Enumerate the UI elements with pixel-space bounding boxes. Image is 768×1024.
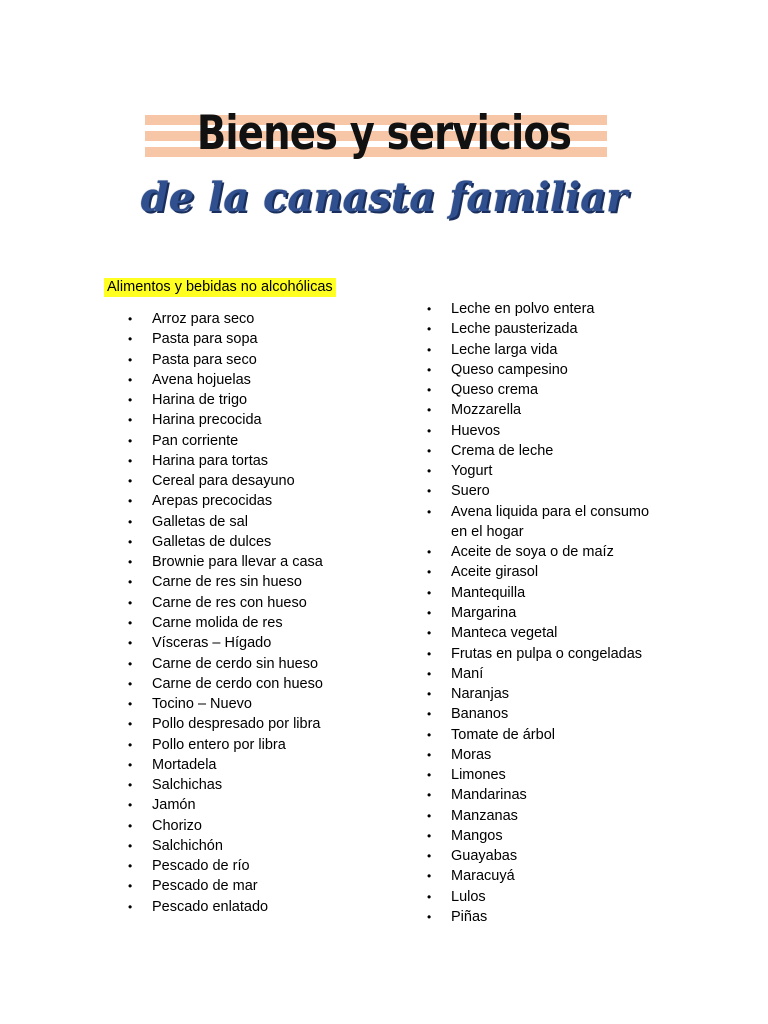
list-item — [427, 846, 666, 866]
bullet-icon: • — [128, 413, 133, 428]
bullet-icon: • — [427, 889, 432, 904]
list-item-label: Manteca vegetal — [451, 625, 558, 642]
list-item-label: Guayabas — [451, 848, 518, 865]
bullet-icon: • — [128, 575, 133, 590]
list-item-label: Harina de trigo — [152, 392, 248, 409]
bullet-icon: • — [128, 879, 133, 894]
list-item-label: Limones — [451, 767, 506, 784]
list-item — [128, 370, 323, 390]
list-item — [427, 380, 666, 400]
list-item-label: Yogurt — [451, 463, 493, 480]
list-item — [128, 856, 323, 876]
bullet-icon: • — [128, 494, 133, 509]
list-item — [128, 816, 323, 836]
section-heading: Alimentos y bebidas no alcohólicas — [104, 278, 336, 297]
list-item — [128, 755, 323, 775]
list-item — [128, 593, 323, 613]
bullet-icon: • — [427, 646, 432, 661]
list-item-label: Leche larga vida — [451, 341, 558, 358]
list-item-label: Mangos — [451, 827, 503, 844]
list-item — [427, 704, 666, 724]
list-item — [128, 491, 323, 511]
list-item-label: Vísceras – Hígado — [152, 635, 272, 652]
bullet-icon: • — [427, 322, 432, 337]
page-subtitle: de la canasta familiar — [140, 174, 628, 221]
list-item-label: Mantequilla — [451, 584, 526, 601]
bullet-icon: • — [427, 727, 432, 742]
list-item-label: Leche pausterizada — [451, 321, 578, 338]
list-item — [128, 431, 323, 451]
list-item-label: Bananos — [451, 706, 509, 723]
list-item-label: Pollo despresado por libra — [152, 716, 321, 733]
list-item — [128, 471, 323, 491]
list-item — [427, 725, 666, 745]
bullet-icon: • — [128, 312, 133, 326]
list-item — [128, 897, 323, 917]
list-item — [427, 644, 666, 664]
bullet-icon: • — [427, 403, 432, 418]
bullet-icon: • — [427, 626, 432, 641]
bullet-icon: • — [128, 717, 133, 732]
bullet-icon: • — [128, 676, 133, 691]
list-item — [427, 461, 666, 481]
list-item-label: Lulos — [451, 888, 486, 905]
list-item-label: Carne de cerdo sin hueso — [152, 655, 319, 672]
bullet-icon: • — [427, 605, 432, 620]
bullet-icon: • — [427, 464, 432, 479]
bullet-icon: • — [427, 443, 432, 458]
list-item-label: Carne de res sin hueso — [152, 574, 302, 591]
list-item-label: Naranjas — [451, 686, 510, 703]
list-item-label: Aceite de soya o de maíz — [451, 544, 614, 561]
bullet-icon: • — [128, 615, 133, 630]
bullet-icon: • — [128, 453, 133, 468]
list-item — [427, 340, 666, 360]
bullet-icon: • — [128, 555, 133, 570]
bullet-icon: • — [128, 778, 133, 793]
bullet-icon: • — [427, 909, 432, 924]
food-list-right — [427, 299, 666, 927]
bullet-icon: • — [427, 849, 432, 864]
list-item-label: Pan corriente — [152, 432, 239, 449]
list-item — [128, 572, 323, 592]
list-item — [427, 866, 666, 886]
list-item-label: Salchichón — [152, 837, 223, 854]
list-item-label: Chorizo — [152, 817, 202, 834]
list-item — [427, 360, 666, 380]
list-item-label: Huevos — [451, 422, 501, 439]
list-item — [128, 309, 323, 329]
bullet-icon: • — [128, 332, 133, 347]
bullet-icon: • — [427, 666, 432, 681]
list-item-label: Pescado de mar — [152, 878, 258, 895]
bullet-icon: • — [427, 423, 432, 438]
list-item — [128, 795, 323, 815]
list-item-label: Tocino – Nuevo — [152, 696, 252, 713]
list-item — [128, 613, 323, 633]
bullet-icon: • — [427, 383, 432, 398]
list-item — [128, 390, 323, 410]
list-item — [427, 887, 666, 907]
bullet-icon: • — [128, 798, 133, 813]
list-item-label: Pasta para sopa — [152, 331, 258, 348]
list-item-label: Maracuyá — [451, 868, 515, 885]
list-item-label: Mortadela — [152, 756, 217, 773]
bullet-icon: • — [128, 757, 133, 772]
list-item — [427, 603, 666, 623]
list-item-label: Piñas — [451, 908, 488, 925]
list-item-label: Leche en polvo entera — [451, 301, 595, 317]
list-item — [128, 876, 323, 896]
list-item — [128, 410, 323, 430]
list-item — [427, 664, 666, 684]
list-item — [427, 299, 666, 319]
list-item-label: Crema de leche — [451, 442, 554, 459]
list-item — [128, 674, 323, 694]
list-item — [427, 765, 666, 785]
list-item — [427, 826, 666, 846]
bullet-icon: • — [128, 697, 133, 712]
list-item — [128, 512, 323, 532]
list-item — [427, 684, 666, 704]
bullet-icon: • — [427, 302, 432, 316]
list-item-label: Carne molida de res — [152, 614, 283, 631]
bullet-icon: • — [427, 565, 432, 580]
list-item — [128, 654, 323, 674]
list-item-label: Galletas de dulces — [152, 533, 272, 550]
bullet-icon: • — [128, 838, 133, 853]
list-item-label: Jamón — [152, 797, 196, 814]
bullet-icon: • — [427, 687, 432, 702]
list-item — [128, 451, 323, 471]
list-item — [427, 481, 666, 501]
list-item — [128, 714, 323, 734]
bullet-icon: • — [128, 636, 133, 651]
bullet-icon: • — [128, 595, 133, 610]
list-item-label: Pollo entero por libra — [152, 736, 286, 753]
list-item — [128, 552, 323, 572]
list-item-label: Galletas de sal — [152, 513, 248, 530]
list-item — [427, 542, 666, 562]
bullet-icon: • — [128, 514, 133, 529]
list-item-label: Mandarinas — [451, 787, 527, 804]
list-item-label: Avena liquida para el consumo en el hogar — [451, 503, 650, 540]
list-item-label: Pescado de río — [152, 858, 250, 875]
list-item — [427, 907, 666, 927]
list-item-label: Margarina — [451, 604, 517, 621]
bullet-icon: • — [128, 859, 133, 874]
list-item-label: Harina precocida — [152, 412, 262, 429]
list-item-label: Frutas en pulpa o congeladas — [451, 645, 643, 662]
list-item-label: Carne de res con hueso — [152, 594, 307, 611]
list-item — [427, 421, 666, 441]
list-item — [427, 502, 666, 543]
list-item — [427, 441, 666, 461]
list-item — [427, 562, 666, 582]
bullet-icon: • — [128, 818, 133, 833]
list-item-label: Cereal para desayuno — [152, 473, 295, 490]
list-item — [128, 836, 323, 856]
bullet-icon: • — [128, 534, 133, 549]
bullet-icon: • — [427, 362, 432, 377]
list-item — [128, 329, 323, 349]
bullet-icon: • — [128, 737, 133, 752]
list-item — [427, 806, 666, 826]
bullet-icon: • — [128, 433, 133, 448]
list-item-label: Mozzarella — [451, 402, 522, 419]
bullet-icon: • — [128, 393, 133, 408]
title-banner — [0, 0, 768, 260]
list-item — [427, 623, 666, 643]
list-item-label: Avena hojuelas — [152, 371, 251, 388]
bullet-icon: • — [128, 474, 133, 489]
list-item — [128, 775, 323, 795]
page-title: Bienes y servicios — [196, 106, 572, 161]
bullet-icon: • — [427, 585, 432, 600]
list-item-label: Aceite girasol — [451, 564, 539, 581]
list-item — [427, 745, 666, 765]
bullet-icon: • — [427, 828, 432, 843]
list-item-label: Queso campesino — [451, 361, 568, 378]
bullet-icon: • — [128, 899, 133, 914]
list-item-label: Pescado enlatado — [152, 898, 269, 915]
list-item-label: Manzanas — [451, 807, 518, 824]
bullet-icon: • — [427, 768, 432, 783]
list-item-label: Harina para tortas — [152, 452, 269, 469]
list-item — [427, 319, 666, 339]
list-item — [128, 350, 323, 370]
list-item-label: Salchichas — [152, 777, 223, 794]
bullet-icon: • — [427, 504, 432, 519]
bullet-icon: • — [128, 352, 133, 367]
list-item-label: Arroz para seco — [152, 311, 255, 327]
list-item-label: Tomate de árbol — [451, 726, 555, 743]
bullet-icon: • — [427, 747, 432, 762]
bullet-icon: • — [427, 788, 432, 803]
list-item-label: Suero — [451, 483, 490, 500]
list-item-label: Brownie para llevar a casa — [152, 554, 323, 571]
bullet-icon: • — [427, 707, 432, 722]
list-item-label: Moras — [451, 746, 492, 763]
list-item — [427, 400, 666, 420]
food-list-left — [128, 309, 323, 917]
list-item — [128, 694, 323, 714]
list-item-label: Carne de cerdo con hueso — [152, 675, 323, 692]
list-item-label: Queso crema — [451, 382, 539, 399]
list-item — [128, 633, 323, 653]
list-item — [427, 583, 666, 603]
bullet-icon: • — [128, 372, 133, 387]
bullet-icon: • — [427, 545, 432, 560]
list-item — [128, 735, 323, 755]
bullet-icon: • — [427, 342, 432, 357]
bullet-icon: • — [427, 869, 432, 884]
list-item — [427, 785, 666, 805]
bullet-icon: • — [128, 656, 133, 671]
list-item-label: Arepas precocidas — [152, 493, 273, 510]
list-item-label: Maní — [451, 665, 484, 682]
list-item — [128, 532, 323, 552]
bullet-icon: • — [427, 808, 432, 823]
bullet-icon: • — [427, 484, 432, 499]
list-item-label: Pasta para seco — [152, 351, 257, 368]
